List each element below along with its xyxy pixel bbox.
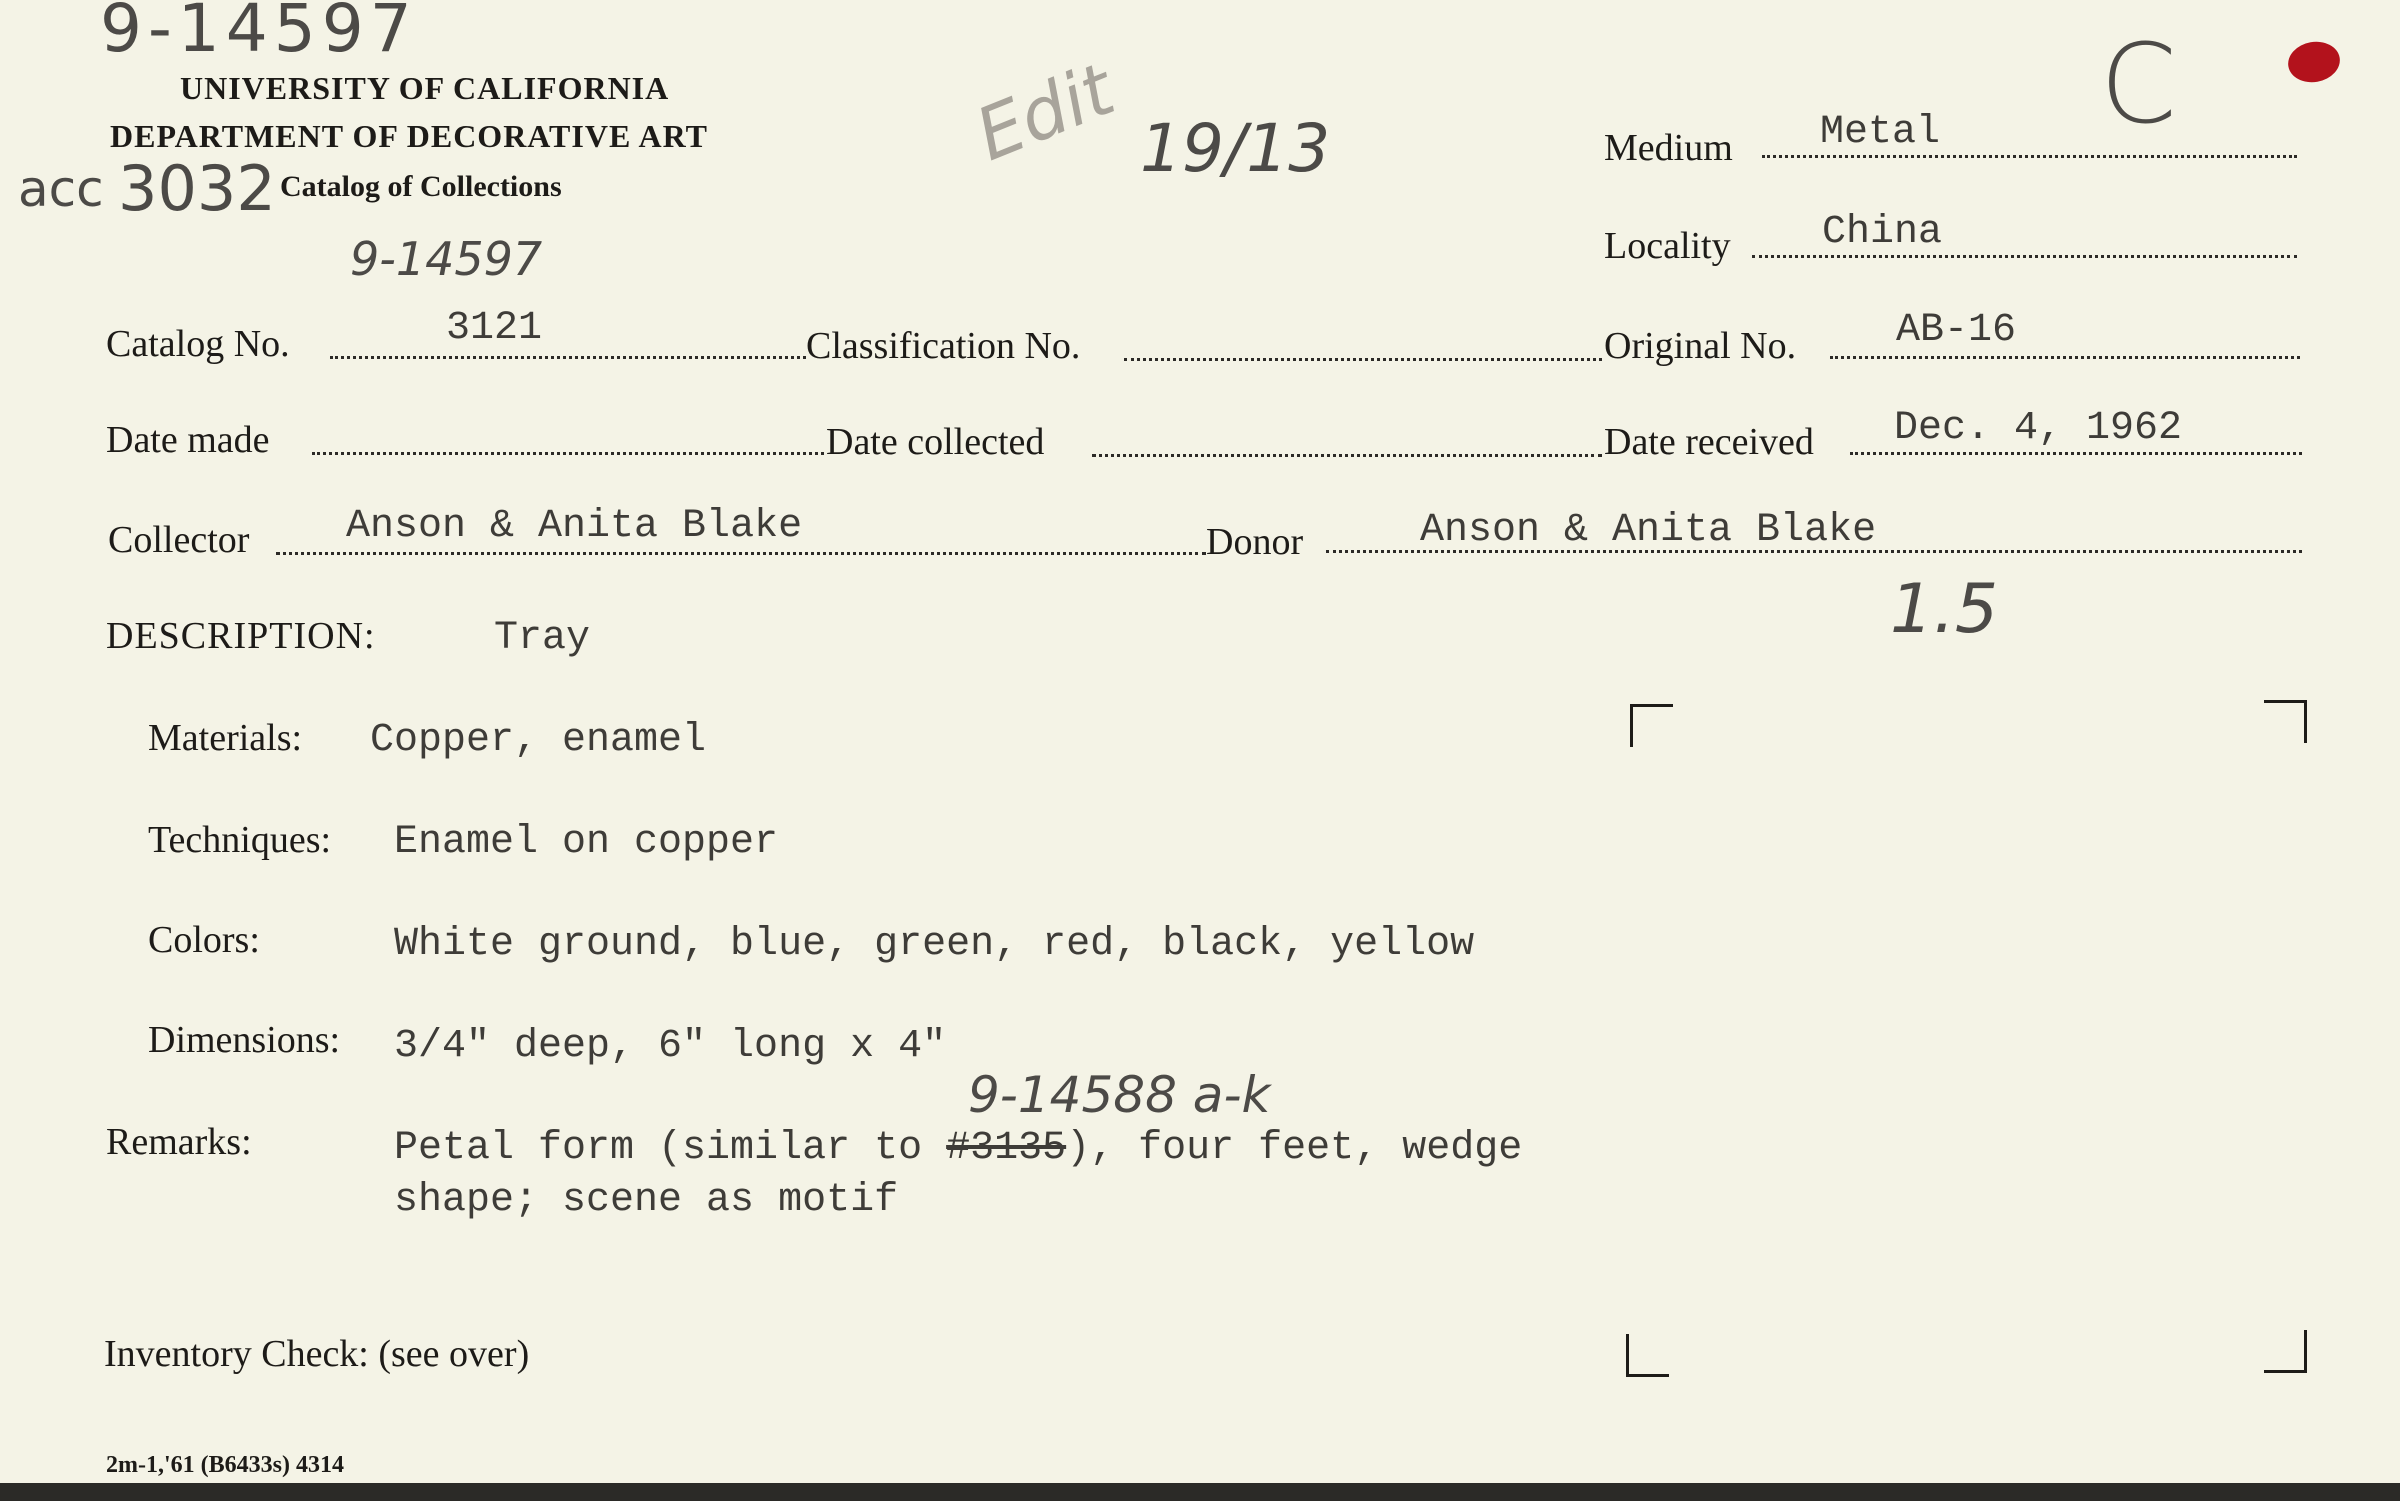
photo-corner-bottom-left: [1626, 1334, 1669, 1377]
donor-label: Donor: [1206, 521, 1304, 563]
fraction-note: 19/13: [1140, 110, 1331, 187]
collector-label: Collector: [108, 519, 250, 561]
dimensions-value: 3/4" deep, 6" long x 4": [394, 1024, 947, 1069]
locality-line: [1752, 255, 2297, 258]
date-received-line: [1850, 452, 2302, 455]
date-collected-label: Date collected: [826, 421, 1045, 463]
collector-line: [276, 552, 1206, 555]
red-seal-mark: [2285, 38, 2343, 86]
materials-label: Materials:: [148, 717, 303, 759]
catalog-no-value: 3121: [446, 306, 543, 351]
date-received-value: Dec. 4, 1962: [1894, 406, 2183, 451]
techniques-value: Enamel on copper: [394, 820, 779, 865]
remarks-line-2: shape; scene as motif: [394, 1178, 899, 1223]
remarks-label: Remarks:: [106, 1121, 252, 1163]
dimensions-label: Dimensions:: [148, 1019, 341, 1061]
techniques-label: Techniques:: [148, 819, 332, 861]
institution-name: UNIVERSITY OF CALIFORNIA: [180, 70, 670, 106]
date-made-label: Date made: [106, 419, 270, 461]
locality-value: China: [1822, 210, 1943, 255]
classification-no-line: [1124, 358, 1602, 361]
colors-label: Colors:: [148, 919, 260, 961]
remarks-line-1-start: Petal form (similar to: [394, 1126, 923, 1171]
edit-note: Edit: [964, 46, 1126, 178]
description-value: Tray: [494, 616, 591, 661]
collector-value: Anson & Anita Blake: [346, 504, 803, 549]
original-no-line: [1830, 356, 2300, 359]
photo-corner-top-right: [2264, 700, 2307, 743]
date-received-label: Date received: [1604, 421, 1814, 463]
corner-catalog-number: 9-14597: [100, 0, 418, 67]
remarks-struck-reference: #3135: [946, 1126, 1067, 1171]
photo-corner-bottom-right: [2264, 1330, 2307, 1373]
print-code: 2m-1,'61 (B6433s) 4314: [106, 1452, 344, 1478]
date-made-line: [312, 452, 824, 455]
handwritten-number: 1.5: [1890, 570, 1999, 649]
remarks-line-1-end: ), four feet, wedge: [1066, 1126, 1523, 1171]
catalog-title: Catalog of Collections: [280, 170, 562, 203]
photo-corner-top-left: [1630, 704, 1673, 747]
remarks-handwritten-number: 9-14588 a-k: [968, 1066, 1271, 1124]
original-no-value: AB-16: [1896, 308, 2017, 353]
materials-value: Copper, enamel: [370, 718, 707, 763]
description-label: DESCRIPTION:: [106, 615, 376, 657]
acc-number: 3032: [118, 152, 276, 225]
locality-label: Locality: [1604, 225, 1731, 267]
colors-value: White ground, blue, green, red, black, yellow: [394, 922, 1475, 967]
department-name: DEPARTMENT OF DECORATIVE ART: [110, 118, 708, 154]
medium-line: [1762, 155, 2297, 158]
secondary-number: 9-14597: [350, 232, 543, 286]
donor-value: Anson & Anita Blake: [1420, 508, 1877, 553]
remarks-line-1: [394, 1126, 1522, 1171]
medium-label: Medium: [1604, 127, 1733, 169]
original-no-label: Original No.: [1604, 325, 1797, 367]
catalog-no-label: Catalog No.: [106, 323, 290, 365]
catalog-no-line: [330, 356, 806, 359]
classification-no-label: Classification No.: [806, 325, 1081, 367]
inventory-check: Inventory Check: (see over): [104, 1333, 530, 1375]
initial-mark: C: [2100, 20, 2177, 148]
medium-value: Metal: [1820, 110, 1941, 155]
acc-prefix: acc: [18, 160, 104, 218]
date-collected-line: [1092, 454, 1602, 457]
